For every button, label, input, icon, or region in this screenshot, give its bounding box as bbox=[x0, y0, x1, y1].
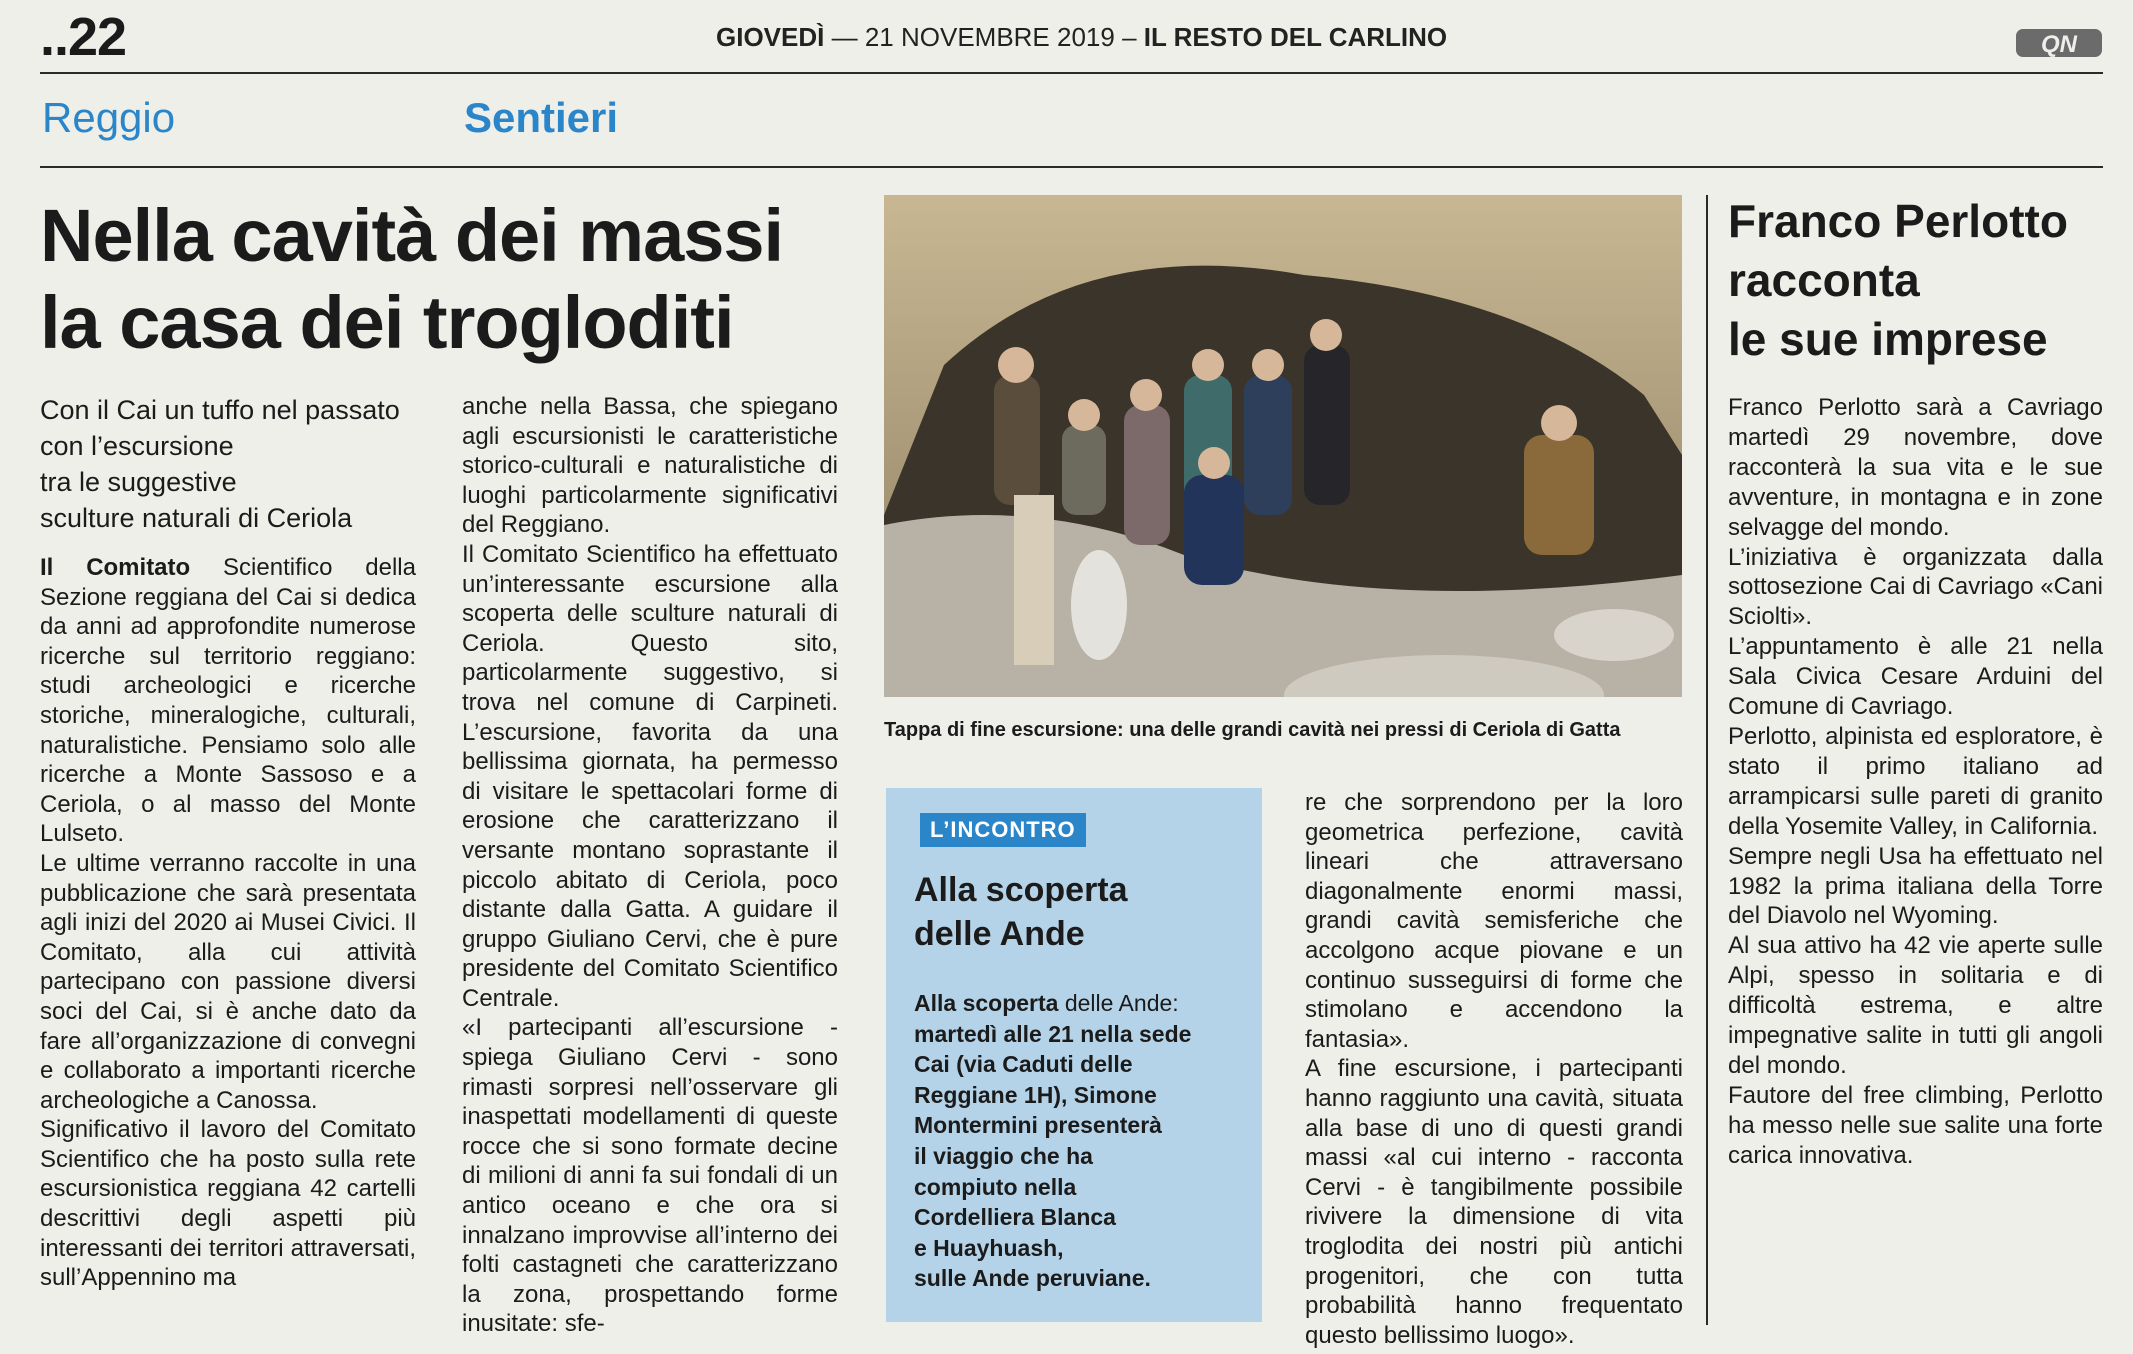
article-headline bbox=[40, 192, 860, 366]
info-box-line: compiuto nella bbox=[914, 1173, 1077, 1200]
deck-line: tra le suggestive bbox=[40, 467, 237, 497]
info-box-line: Cai (via Caduti delle bbox=[914, 1051, 1133, 1078]
masthead-day: GIOVEDÌ bbox=[716, 22, 825, 52]
info-box-lead: Alla scoperta bbox=[914, 990, 1059, 1016]
info-box-line: il viaggio che ha bbox=[914, 1142, 1093, 1169]
info-box-line: Cordelliera Blanca bbox=[914, 1204, 1116, 1231]
paragraph: Al sua attivo ha 42 vie aperte sulle Alpi, spesso in solitaria e di difficoltà estrema, e altre impegnative salite in tutti gli angoli del mondo. bbox=[1728, 932, 2103, 1079]
paragraph: Fautore del free climbing, Perlotto ha messo nelle sue salite una forte carica innovativa. bbox=[1728, 1081, 2103, 1169]
info-box-tag: L’INCONTRO bbox=[920, 813, 1086, 847]
info-box-title-line: delle Ande bbox=[914, 915, 1085, 953]
paragraph: Significativo il lavoro del Comitato Scientifico che ha posto sulla rete escursionistica reggiana 42 cartelli descrittivi degli aspetti più interessanti dei territori attraversati, sull’Appennino ma bbox=[40, 1116, 416, 1292]
info-box-title-line: Alla scoperta bbox=[914, 871, 1128, 909]
paragraph: Il Comitato Scientifico ha effettuato un’interessante escursione alla scoperta delle sculture naturali di Ceriola. Questo sito, particolarmente suggestivo, si trova nel comune di Carpineti. L’escursione, favorita da una bellissima giornata, ha permesso di visitare le spettacolari forme di erosione che caratterizzano il versante montano soprastante il piccolo abitato di Ceriola, poco distante dalla Gatta. A guidare il gruppo Giuliano Cervi, che è pure presidente del Comitato Scientifico Centrale. bbox=[462, 540, 838, 1012]
side-headline-line: le sue imprese bbox=[1728, 313, 2048, 365]
deck-line: con l’escursione bbox=[40, 431, 234, 461]
info-box-title bbox=[914, 868, 1244, 956]
column-divider bbox=[1706, 195, 1708, 1325]
info-box-text bbox=[914, 988, 1244, 1294]
paragraph-lead: Il Comitato bbox=[40, 554, 191, 581]
masthead-sep-1: — bbox=[831, 22, 858, 52]
paragraph: L’appuntamento è alle 21 nella Sala Civica Cesare Arduini del Comune di Cavriago. bbox=[1728, 633, 2103, 721]
masthead-paper: IL RESTO DEL CARLINO bbox=[1143, 22, 1448, 52]
paragraph: re che sorprendono per la loro geometrica perfezione, cavità lineari che attraversano diagonalmente enormi massi, grandi cavità semisferiche che accolgono acque piovane e un continuo susseguirsi di forme che stimolano e accendono la fantasia». bbox=[1305, 789, 1683, 1053]
paragraph: Le ultime verranno raccolte in una pubblicazione che sarà presentata agli inizi del 2020 ai Musei Civici. Il Comitato, alla cui attività partecipano con passione diversi soci del Cai, si è anche dato da fare all’organizzazione di convegni e collaborato a importanti ricerche archeologiche a Canossa. bbox=[40, 849, 416, 1114]
qn-logo-text: QN bbox=[2041, 31, 2077, 58]
paragraph: Perlotto, alpinista ed esploratore, è stato il primo italiano ad arrampicarsi sulle pareti di granito della Yosemite Valley, in California. bbox=[1728, 722, 2103, 840]
side-headline-line: racconta bbox=[1728, 254, 1920, 306]
article-column-1 bbox=[40, 553, 416, 1293]
masthead-date: 21 NOVEMBRE 2019 bbox=[864, 22, 1115, 52]
side-article-headline bbox=[1728, 192, 2108, 369]
article-deck bbox=[40, 392, 440, 536]
paragraph: Sempre negli Usa ha effettuato nel 1982 la prima italiana della Torre del Diavolo nel Wyoming. bbox=[1728, 842, 2103, 930]
info-box-line: Alla scoperta delle Ande: bbox=[914, 990, 1179, 1016]
info-box-line: e Huayhuash, bbox=[914, 1234, 1064, 1261]
paragraph: A fine escursione, i partecipanti hanno raggiunto una cavità, situata alla base di uno di questi grandi massi «al cui interno - racconta Cervi - è tangibilmente possibile rivivere la dimensione di vita troglodita dei nostri più antichi progenitori, che con tutta probabilità hanno frequentato questo bellissimo luogo». bbox=[1305, 1055, 1683, 1349]
article-column-3 bbox=[1305, 788, 1683, 1350]
info-box-line: martedì alle 21 nella sede bbox=[914, 1020, 1192, 1047]
paragraph: Franco Perlotto sarà a Cavriago martedì 29 novembre, dove racconterà la sua vita e le sue avventure, in montagna e in zone selvagge del mondo. bbox=[1728, 394, 2103, 541]
subsection-name: Sentieri bbox=[464, 94, 619, 141]
paragraph: «I partecipanti all’escursione - spiega Giuliano Cervi - sono rimasti sorpresi nell’osservare gli inaspettati modellamenti di queste rocce che si sono formate decine di milioni di anni fa sui fondali di un antico oceano e che ora si innalzano improvvise all’interno dei folti castagneti che caratterizzano la zona, prospettando forme inusitate: sfe- bbox=[462, 1014, 838, 1338]
article-column-2 bbox=[462, 392, 838, 1339]
photo-caption: Tappa di fine escursione: una delle grandi cavità nei pressi di Ceriola di Gatta bbox=[884, 719, 1621, 741]
header-rule bbox=[40, 72, 2103, 74]
headline-line: la casa dei trogloditi bbox=[40, 281, 734, 364]
section-rule bbox=[40, 166, 2103, 168]
deck-line: Con il Cai un tuffo nel passato bbox=[40, 395, 400, 425]
paragraph: anche nella Bassa, che spiegano agli escursionisti le caratteristiche storico-culturali e naturalistiche di luoghi particolarmente significativi del Reggiano. bbox=[462, 393, 838, 539]
paragraph: Il Comitato Scientifico della Sezione reggiana del Cai si dedica da anni ad approfondite numerose ricerche sul territorio reggiano: studi archeologici e ricerche storiche, mineralogiche, culturali, naturalistiche. Pensiamo solo alle ricerche a Monte Sassoso e a Ceriola, o al masso del Monte Lulseto. bbox=[40, 554, 416, 848]
info-box-line: sulle Ande peruviane. bbox=[914, 1265, 1151, 1292]
section-name: Reggio bbox=[42, 94, 176, 141]
paragraph: L’iniziativa è organizzata dalla sottosezione Cai di Cavriago «Cani Sciolti». bbox=[1728, 543, 2103, 631]
info-box-line: Reggiane 1H), Simone bbox=[914, 1081, 1157, 1108]
side-headline-line: Franco Perlotto bbox=[1728, 195, 2068, 247]
page-number: ..22 bbox=[40, 7, 127, 67]
qn-logo bbox=[2016, 26, 2102, 60]
side-article-body bbox=[1728, 393, 2103, 1171]
masthead bbox=[716, 22, 1447, 53]
masthead-sep-2: – bbox=[1122, 22, 1137, 52]
info-box-line: Montermini presenterà bbox=[914, 1112, 1162, 1139]
headline-line: Nella cavità dei massi bbox=[40, 194, 784, 277]
article-photo bbox=[884, 195, 1682, 697]
deck-line: sculture naturali di Ceriola bbox=[40, 503, 353, 533]
